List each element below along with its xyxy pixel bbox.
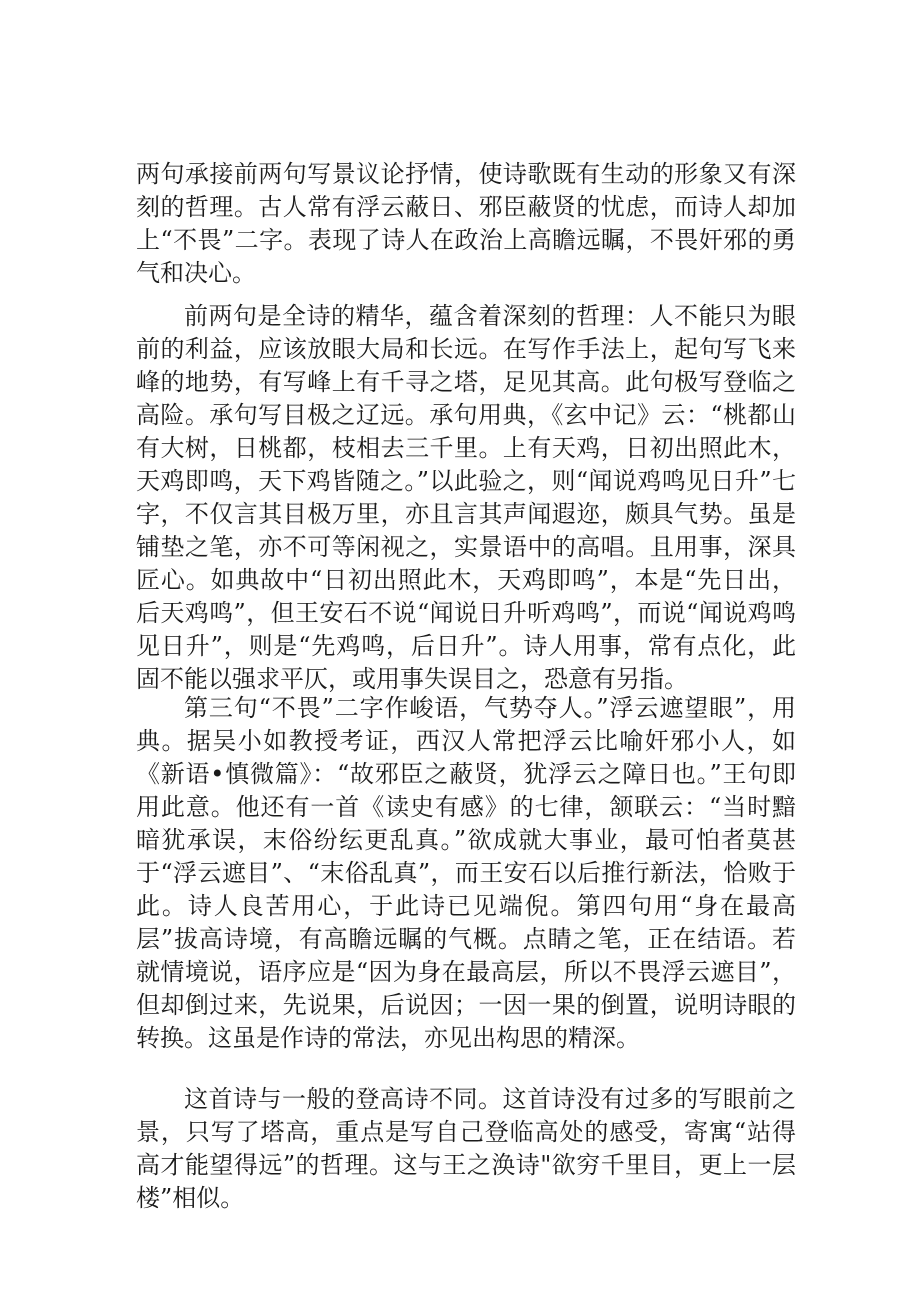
paragraph-3: 第三句“不畏”二字作峻语，气势夺人。”浮云遮望眼”，用典。据吴小如教授考证，西汉人常把浮云比喻奸邪小人，如《新语•慎微篇》：“故邪臣之蔽贤，犹浮云之障日也。”王句即用此意。他还有一首《读史有感》的七律，颔联云：“当时黯暗犹承误，末俗纷纭更乱真。”欲成就大事业，最可怕者莫甚于“浮云遮目”、“末俗乱真”，而王安石以后推行新法，恰败于此。诗人良苦用心，于此诗已见端倪。第四句用“身在最高层”拔高诗境，有高瞻远瞩的气概。点睛之笔，正在结语。若就情境说，语序应是“因为身在最高层，所以不畏浮云遮目”，但却倒过来，先说果，后说因；一因一果的倒置，说明诗眼的转换。这虽是作诗的常法，亦见出构思的精深。 <box>136 694 796 1052</box>
paragraph-4: 这首诗与一般的登高诗不同。这首诗没有过多的写眼前之景，只写了塔高，重点是写自己登临高处的感受，寄寓“站得高才能望得远”的哲理。这与王之涣诗"欲穷千里目，更上一层楼”相似。 <box>136 1085 796 1212</box>
paragraph-1: 两句承接前两句写景议论抒情，使诗歌既有生动的形象又有深刻的哲理。古人常有浮云蔽日、邪臣蔽贤的忧虑，而诗人却加上“不畏”二字。表现了诗人在政治上高瞻远瞩，不畏奸邪的勇气和决心。 <box>136 160 796 287</box>
paragraph-2: 前两句是全诗的精华，蕴含着深刻的哲理：人不能只为眼前的利益，应该放眼大局和长远。在写作手法上，起句写飞来峰的地势，有写峰上有千寻之塔，足见其高。此句极写登临之高险。承句写目极之辽远。承句用典，《玄中记》云：“桃都山有大树，日桃都，枝相去三千里。上有天鸡，日初出照此木，天鸡即鸣，天下鸡皆随之。”以此验之，则“闻说鸡鸣见日升”七字，不仅言其目极万里，亦且言其声闻遐迩，颇具气势。虽是铺垫之笔，亦不可等闲视之，实景语中的高唱。且用事，深具匠心。如典故中“日初出照此木，天鸡即鸣”，本是“先日出，后天鸡鸣”，但王安石不说“闻说日升听鸡鸣”，而说“闻说鸡鸣见日升”，则是“先鸡鸣，后日升”。诗人用事，常有点化，此固不能以强求平仄，或用事失误目之，恐意有另指。 <box>136 302 796 693</box>
